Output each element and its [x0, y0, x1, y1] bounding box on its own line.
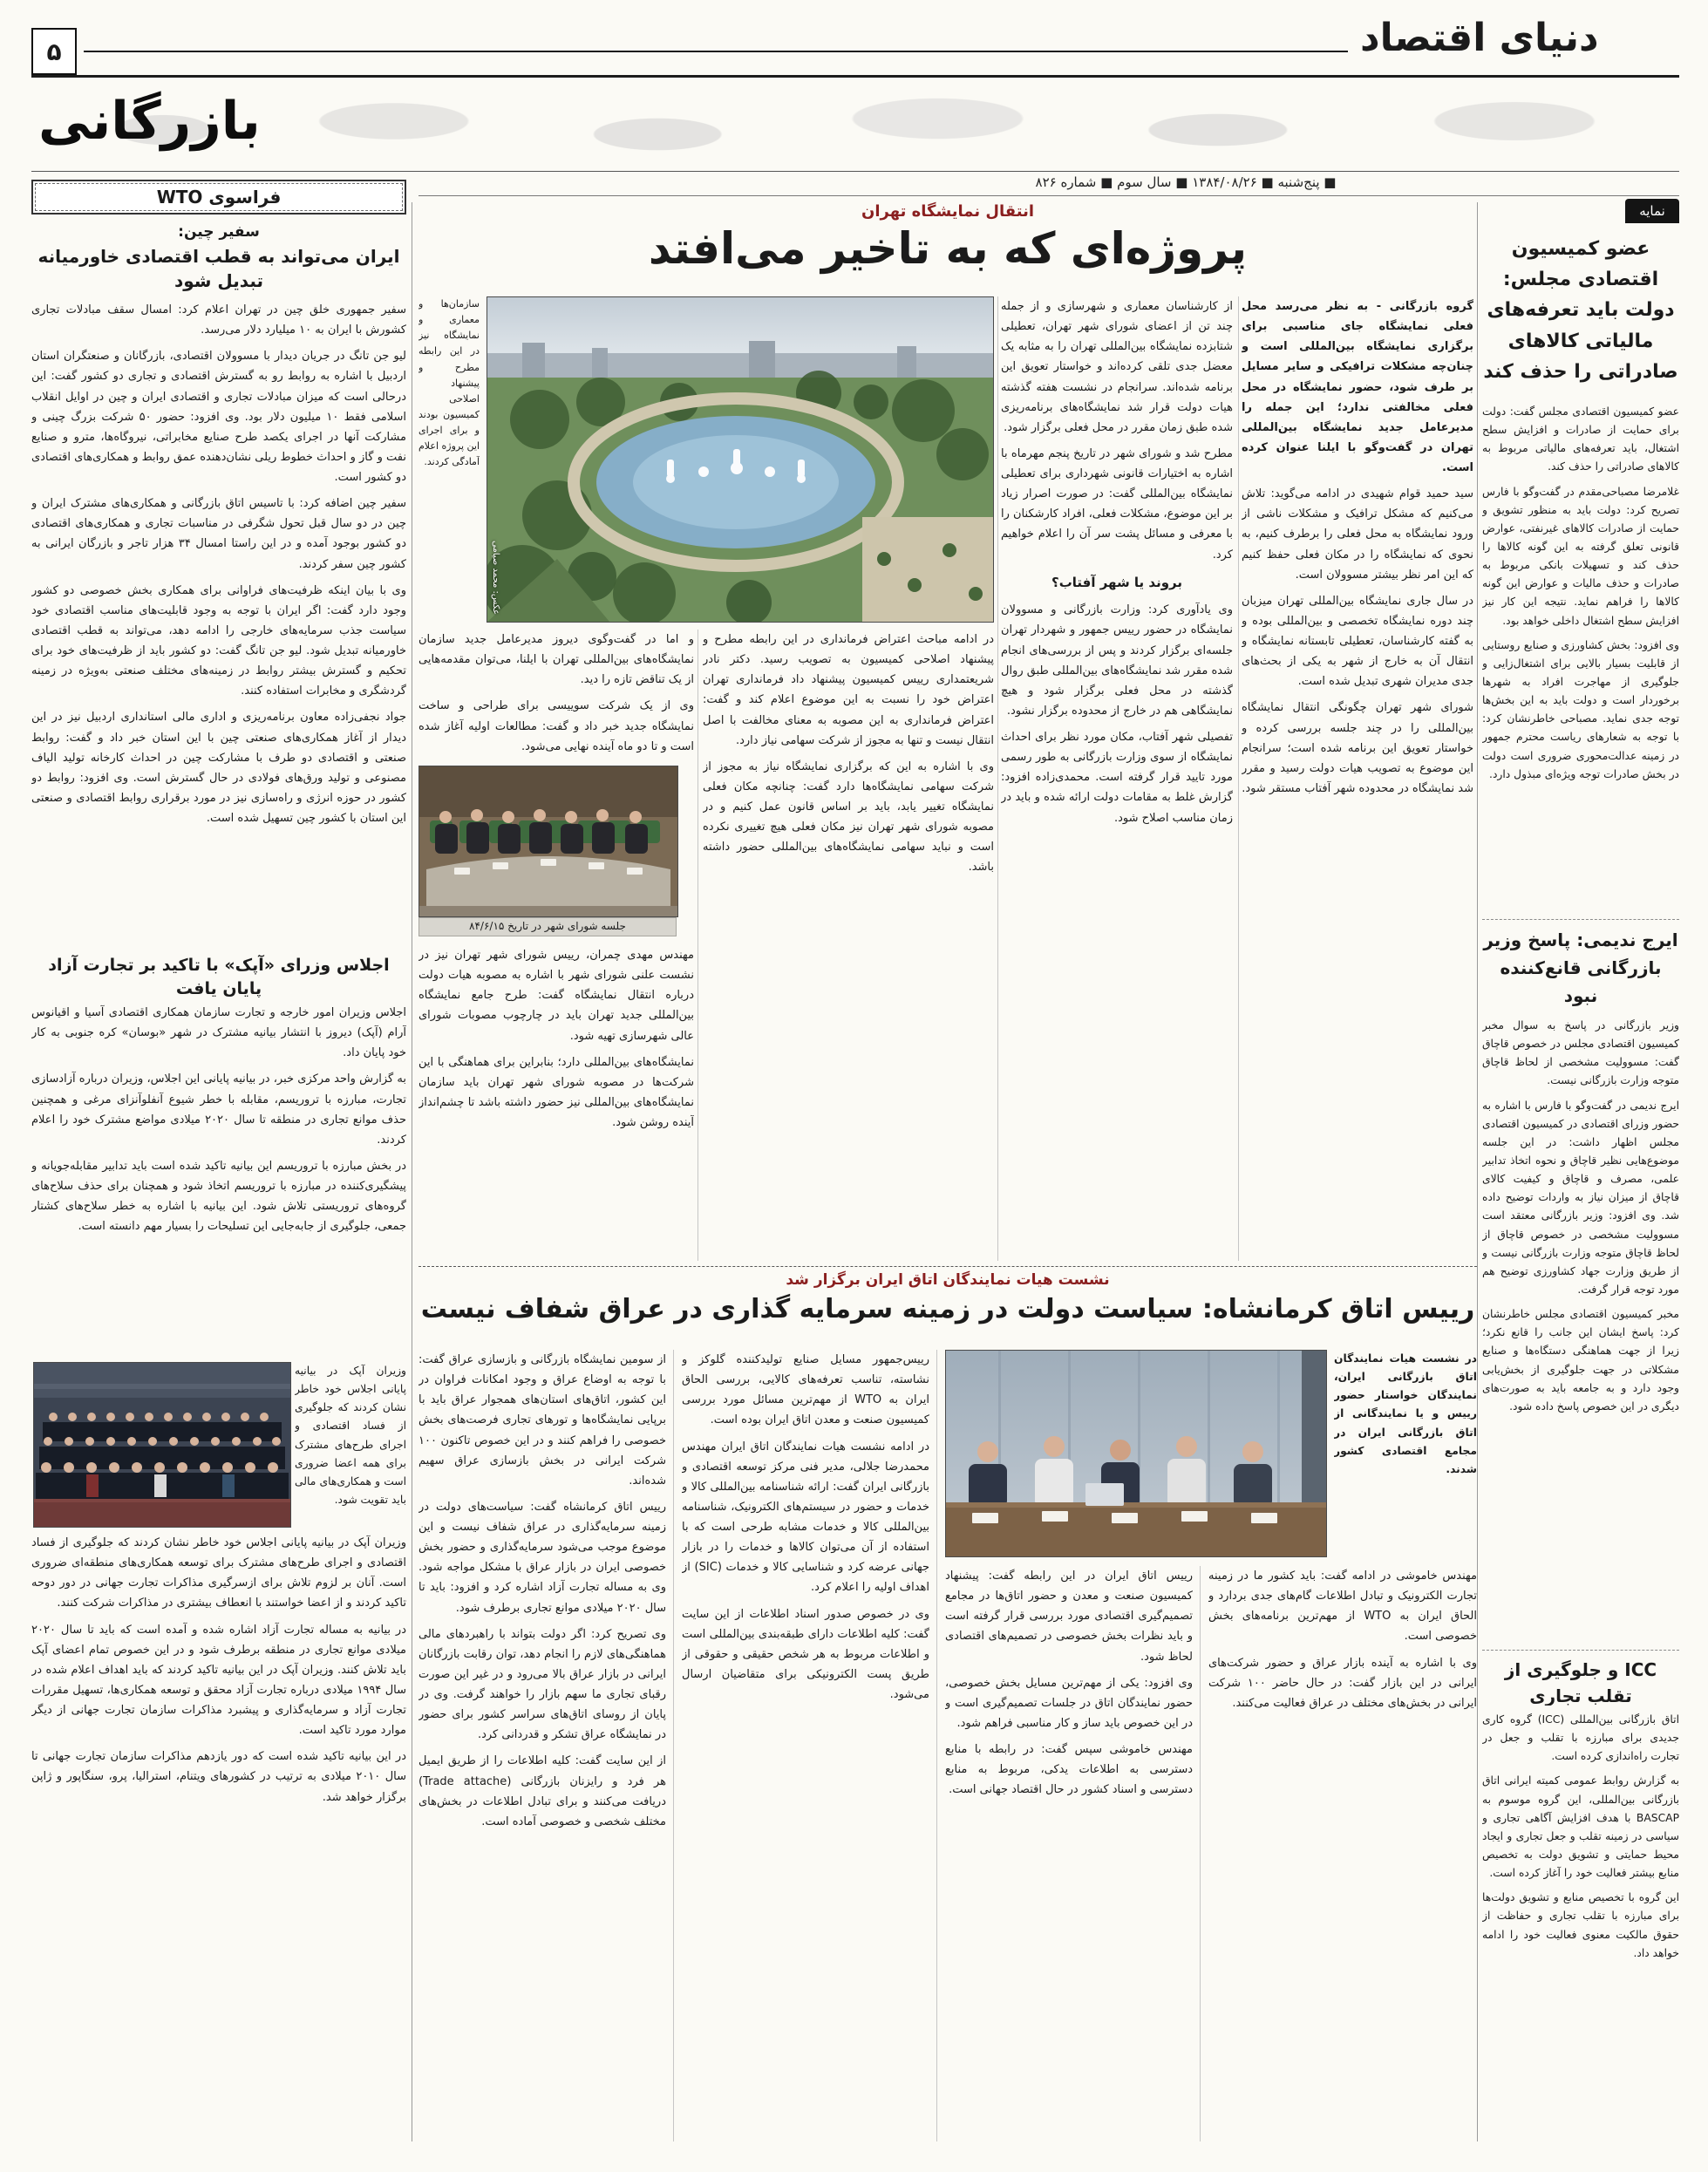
bottom-column-rule-3 [1200, 1566, 1201, 2141]
paragraph: رییس‌جمهور مسایل صنایع تولیدکننده گلوکز و نشاسته، تناسب تعرفه‌های کالایی، بررسی الحاق ایران به WTO از مهم‌ترین مسائل مورد بررسی کمیسیون صنعت و معدن اتاق ایران بوده است. [682, 1353, 929, 1427]
city-council-meeting-photo [418, 766, 678, 917]
paragraph: و اما در گفت‌وگوی دیروز مدیرعامل جدید سازمان نمایشگاه‌های بین‌المللی تهران با ایلنا، می‌توان مقدمه‌هایی از یک تناقض تازه را دید. [418, 633, 694, 687]
paragraph: وزیران آپک در بیانیه پایانی اجلاس خود خاطر نشان کردند که جلوگیری از فساد اقتصادی و اجرای طرح‌های مشترک برای همه اعضا ضروری است و همکاری‌های مالی باید تقویت شود. [295, 1365, 406, 1506]
apec-ministers-group-photo [33, 1362, 291, 1528]
china-article-body [31, 300, 406, 949]
paragraph: وی در خصوص صدور اسناد اطلاعات از این سایت گفت: کلیه اطلاعات دارای طبقه‌بندی بین‌المللی است و اطلاعات مربوط به هر شخص حقیقی و حقوقی از طریق پست الکترونیکی برای متقاضیان ارسال می‌شود. [682, 1607, 929, 1701]
main-kicker: انتقال نمایشگاه تهران [861, 202, 1035, 221]
paragraph: در ادامه مباحث اعتراض فرمانداری در این رابطه مطرح و پیشنهاد اصلاحی کمیسیون به تصویب رسید. دکتر نادر شریعتمداری رییس کمیسیون پیشنهاد داد فرمانداری تهران اعتراض خود را نسبت به این موضوع اعلام کند و گفت: اعتراض فرمانداری به این مصوبه به معنای مخالفت با اصل انتقال نیست و تنها به مجوز از شرکت سهامی نیاز دارد. [703, 633, 994, 747]
paragraph: وی یادآوری کرد: وزارت بازرگانی و مسوولان نمایشگاه در حضور رییس جمهور و شهردار تهران جلسه‌ای برگزار کردند و پس از بررسی‌های انجام شده مقرر شد نمایشگاه‌های بین‌المللی طبق روال گذشته در محل فعلی برگزار شود و هیچ نمایشگاهی هم در خارج از محدوده برگزار نشود. [1001, 603, 1233, 718]
paragraph: به گزارش واحد مرکزی خبر، در بیانیه پایانی این اجلاس، وزیران درباره آزادسازی تجارت، مبارزه با تروریسم، مقابله با خطر شیوع آنفلوآنزای مرغی و همچنین حذف موانع تجاری در منطقه تا سال ۲۰۲۰ میلادی مواضع مشترک خود را اعلام کردند. [31, 1072, 406, 1147]
chamber-meeting-photo [945, 1350, 1327, 1557]
main-column-e-top [418, 630, 694, 762]
photo-credit: عکس: محمد صیامی [491, 540, 500, 615]
paragraph: لیو جن تانگ در جریان دیدار با مسوولان اقتصادی، بازرگانان و صنعتگران استان اردبیل با اشاره به روابط رو به گسترش اقتصادی و تجاری دو کشور گفت: این درحالی است که میزان مبادلات تجاری و اقتصادی ایران و چین در اوایل انقلاب اسلامی فقط ۱۰ میلیون دلار بود. وی افزود: حضور ۵۰ شرکت بزرگ چینی و مشارکت آنها در اجرای یکصد طرح صنایع مخابراتی، نیروگاه‌ها، مترو و صنایع نفت و گاز و احداث خطوط ریلی نشان‌دهنده عمق روابط و همکاری‌های اقتصادی دو کشور است. [31, 350, 406, 484]
paragraph: اجلاس وزیران امور خارجه و تجارت سازمان همکاری اقتصادی آسیا و اقیانوس آرام (آپک) دیروز با انتشار بیانیه مشترک در شهر «بوسان» کره جنوبی به کار خود پایان داد. [31, 1006, 406, 1060]
paragraph: در نشست هیات نمایندگان اتاق بازرگانی ایران، نمایندگان خواستار حضور رییس و یا نمایندگانی از اتاق بازرگانی ایران در مجامع اقتصادی کشور شدند. [1334, 1352, 1477, 1475]
bottom-lede [1334, 1350, 1477, 1556]
apec-article-title: اجلاس وزرای «آپک» با تاکید بر تجارت آزاد پایان یافت [48, 956, 390, 997]
paragraph: سفیر جمهوری خلق چین در تهران اعلام کرد: امسال سقف مبادلات تجاری کشورش با ایران به ۱۰ میلیارد دلار می‌رسد. [31, 303, 406, 337]
masthead-logo: دنیای اقتصاد [1360, 16, 1599, 60]
sidebar-divider-2 [1482, 1650, 1679, 1651]
sidebar-article-2-body [1482, 1017, 1679, 1646]
paragraph: در این بیانیه تاکید شده است که دور یازدهم مذاکرات سازمان تجارت جهانی تا سال ۲۰۱۰ میلادی به ترتیب در کشورهای ویتنام، استرالیا، پرو، سنگاپور و ژاپن برگزار خواهد شد. [31, 1750, 406, 1804]
bottom-kicker: نشست هیات نمایندگان اتاق ایران برگزار شد [786, 1271, 1110, 1289]
paragraph: رییس اتاق ایران در این رابطه گفت: پیشنهاد کمیسیون صنعت و معدن و حضور اتاق‌ها در مجامع تصمیم‌گیری اقتصادی مورد بررسی قرار گرفته است و باید نظرات بخش خصوصی در تصمیم‌های اقتصادی لحاظ شود. [945, 1569, 1193, 1664]
bottom-column-2 [682, 1350, 929, 2141]
paragraph: مهندس خاموشی سپس گفت: در رابطه با منابع دسترسی به اطلاعات یدکی، مربوط به منابع دسترسی و اسناد کشور در حال اقتصاد جهانی است. [945, 1743, 1193, 1797]
paragraph: از کارشناسان معماری و شهرسازی و از جمله چند تن از اعضای شورای شهر تهران، تعطیلی شتابزده نمایشگاه بین‌المللی تهران را به مثابه یک معضل جدی تلقی کرده‌اند و خواستار تعویق این برنامه شده‌اند. سرانجام در نشست هفته گذشته هیات دولت قرار شد نمایشگاه‌های برنامه‌ریزی شده طبق زمان مقرر در محل فعلی برگزار شود. [1001, 300, 1233, 434]
wto-section-title: فراسوی WTO [156, 187, 282, 208]
paragraph: این گروه با تخصیص منابع و تشویق دولت‌ها برای مبارزه با تقلب تجاری و حفاظت از حقوق مالکیت معنوی فعالیت خود را ادامه خواهد داد. [1482, 1891, 1679, 1959]
dateline: ■ پنج‌شنبه ■ ۱۳۸۴/۰۸/۲۶ ■ سال سوم ■ شماره ۸۲۶ [1035, 174, 1337, 190]
paragraph: به گزارش روابط عمومی کمیته ایرانی اتاق بازرگانی بین‌المللی، این گروه موسوم به BASCAP با هدف افزایش آگاهی تجاری و سیاسی در زمینه تقلب و جعل تجاری و ایجاد محیط حمایتی و تشویق دولت به تخصیص منابع بیشتر فعالیت خود را آغاز کرده است. [1482, 1774, 1679, 1880]
paragraph: وی افزود: بخش کشاورزی و صنایع روستایی از قابلیت بسیار بالایی برای اشتغال‌زایی و جلوگیری از مهاجرت افراد به شهرها برخوردار است و دولت باید به این بخش‌ها توجه جدی نماید. مصباحی خاطرنشان کرد: با توجه به شعارهای ریاست محترم جمهور در زمینه عدالت‌محوری ضروری است دولت در بخش صادرات توجه ویژه‌ای مبذول دارد. [1482, 638, 1679, 780]
apec-side-text [295, 1362, 406, 1526]
sidebar-article-1-body [1482, 403, 1679, 916]
china-article-kicker: سفیر چین: [178, 223, 260, 241]
paragraph: سفیر چین اضافه کرد: با تاسیس اتاق بازرگانی و همکاری‌های مشترک ایران و چین در دو سال قبل تحول شگرفی در مناسبات تجاری و همکاری‌های اقتصادی دو کشور بوجود آمده و در این راستا امسال ۳۴ هزار تاجر و بازرگان ایرانی به کشور چین سفر کردند. [31, 497, 406, 571]
paragraph: ایرج ندیمی در گفت‌وگو با فارس با اشاره به حضور وزرای اقتصادی در کمیسیون اقتصادی مجلس اظهار داشت: در این جلسه موضوع‌هایی نظیر قاچاق و نحوه اتخاذ تدابیر علمی، مصرف و قاچاق و کیفیت کالای قاچاق از میزان نیاز به واردات توضیح داده شد. وی افزود: وزیر بازرگانی معتقد است مسوولیت مشخصی در خصوص قاچاق از لحاظ قاچاق متوجه وزارت بازرگانی نیست و از طریق وزارت جهاد کشاورزی توضیح هم مورد توجه قرار گرفت. [1482, 1099, 1679, 1296]
paragraph: سازمان‌ها و معماری و نمایشگاه نیز در این رابطه مطرح و پیشنهاد اصلاحی کمیسیون بودند و برای اجرای این پروژه اعلام آمادگی کردند. [418, 298, 480, 468]
main-column-d [703, 630, 994, 1261]
paragraph: وزیران آپک در بیانیه پایانی اجلاس خود خاطر نشان کردند که جلوگیری از فساد اقتصادی و اجرای طرح‌های مشترک برای توسعه همکاری‌های منطقه‌ای ضروری است. آنان بر لزوم تلاش برای ازسرگیری مذاکرات تجارت جهانی در دور دوحه تاکید کردند و از اعضا خواستند با انعطاف بیشتری در مذاکرات شرکت کنند. [31, 1536, 406, 1610]
page-number-box [31, 28, 77, 75]
main-column-narrow [418, 296, 480, 617]
sidebar-divider-1 [1482, 919, 1679, 920]
bottom-headline: رییس اتاق کرمانشاه: سیاست دولت در زمینه سرمایه گذاری در عراق شفاف نیست [420, 1294, 1475, 1324]
paragraph: رییس اتاق کرمانشاه گفت: سیاست‌های دولت در زمینه سرمایه‌گذاری در عراق شفاف نیست و این موضوع موجب می‌شود سرمایه‌گذاری و حضور بخش خصوصی ایران در بازار عراق با مشکل مواجه شود. وی به مساله تجارت آزاد اشاره کرد و افزود: باید تا سال ۲۰۲۰ میلادی موانع تجاری برطرف شود. [418, 1500, 666, 1615]
paragraph: در بیانیه به مساله تجارت آزاد اشاره شده و آمده است که باید تا سال ۲۰۲۰ میلادی موانع تجاری در منطقه برطرف شود و در این خصوص تمام اعضای آپک باید تلاش کنند. وزیران آپک در این بیانیه تاکید کردند که باید اهداف اعلام شده در سال ۱۹۹۴ میلادی درباره تجارت آزاد محقق و توسعه همکاری‌ها، تسهیل مقررات تجارت آزاد و سرمایه‌گذاری و پیشبرد مذاکرات سازمان تجارت جهانی از دیگر موارد مورد تاکید است. [31, 1623, 406, 1738]
paragraph: عضو کمیسیون اقتصادی مجلس گفت: دولت برای حمایت از صادرات و افزایش سطح اشتغال، باید تعرفه‌های مالیاتی مربوط به کالاهای صادراتی را حذف کند. [1482, 405, 1679, 473]
section-title: بازرگانی [38, 91, 261, 152]
paragraph: در ادامه نشست هیات نمایندگان اتاق ایران مهندس محمدرضا جلالی، مدیر فنی مرکز توسعه اقتصادی و بازرگانی ایران گفت: ارائه شناسنامه بین‌المللی کالا و خدمات و حضور در سیستم‌های الکترونیک، شناسنامه بین‌المللی کالا و خدمات مشابه طرحی است که با استفاده از آن می‌توان کالاها و خدمات را در بازار جهانی عرضه کرد و شناسایی کالا و خدمات (SIC) از اهداف اولیه را اعلام کرد. [682, 1440, 929, 1595]
paragraph: مهندس مهدی چمران، رییس شورای شهر تهران نیز در نشست علنی شورای شهر با اشاره به مصوبه هیات دولت درباره انتقال نمایشگاه گفت: طرح جامع نمایشگاه بین‌المللی جدید تهران باید در چارچوب مصوبات شورای عالی شهرسازی تهیه شود. [418, 949, 694, 1043]
main-subhead: بروند یا شهر آفتاب؟ [1051, 574, 1182, 590]
dateline-rule [418, 195, 1679, 196]
paragraph: اتاق بازرگانی بین‌المللی (ICC) گروه کاری جدیدی برای مبارزه با تقلب و جعل در تجارت راه‌اندازی کرده است. [1482, 1713, 1679, 1763]
paragraph: شورای شهر تهران چگونگی انتقال نمایشگاه بین‌المللی را در چند جلسه بررسی کرده و خواستار تعویق این برنامه شده است؛ سرانجام این موضوع به تصویب هیات دولت رسید و مقرر شد نمایشگاه در محدوده شهر آفتاب مستقر شود. [1242, 701, 1473, 795]
paragraph: مطرح شد و شورای شهر در تاریخ پنجم مهرماه با اشاره به اختیارات قانونی شهرداری برای تعطیلی نمایشگاه بین‌المللی گفت: در صورت اصرار زیاد بر این موضوع، مشکلات فعلی، افراد کارشکنان را با معرفی و مسائل پشت سر آن را اعلام خواهیم کرد. [1001, 446, 1233, 562]
paragraph: تفصیلی شهر آفتاب، مکان مورد نظر برای احداث نمایشگاه از سوی وزارت بازرگانی به طور رسمی مورد تایید قرار گرفته است. محمدی‌زاده افزود: گزارش غلط به مقامات دولت ارائه شده و باید در زمان مناسب اصلاح شود. [1001, 731, 1233, 825]
paragraph: از این سایت گفت: کلیه اطلاعات را از طریق ایمیل هر فرد و رایزنان بازرگانی (Trade attache) دریافت می‌کنند و برای تبادل اطلاعات در بخش‌های مختلف شخصی و خصوصی آماده است. [418, 1754, 666, 1828]
paragraph: جواد نجفی‌زاده معاون برنامه‌ریزی و اداری مالی استانداری اردبیل نیز در این دیدار از آغاز همکاری‌های صنعتی چین با این استان خبر داد و گفت: روابط صنعتی و اقتصادی دو طرف با مشارکت چین در احداث کارخانه تولید الیاف مصنوعی و تولید ورق‌های فولادی در حال گسترش است. وی افزود: روابط دو کشور در حوزه انرژی و راه‌سازی نیز در مورد برقراری روابط اقتصادی و صنعتی این استان با کشور چین تسهیل شده است. [31, 711, 406, 825]
main-headline: پروژه‌ای که به تاخیر می‌افتد [648, 223, 1248, 274]
sidebar-article-1-title: عضو کمیسیون اقتصادی مجلس: دولت باید تعرفه‌های مالیاتی کالاهای صادراتی را حذف کند [1483, 238, 1678, 383]
main-column-e-bottom [418, 945, 694, 1259]
header-thick-rule [31, 75, 1679, 78]
exhibition-aerial-photo [487, 296, 994, 623]
paragraph: وی افزود: یکی از مهم‌ترین مسایل بخش خصوصی، حضور نمایندگان اتاق در جلسات تصمیم‌گیری است و در این خصوص باید ساز و کار مناسبی فراهم شود. [945, 1676, 1193, 1730]
bottom-column-4 [1208, 1566, 1477, 2141]
sidebar-tab-label: نمایه [1639, 203, 1665, 219]
sidebar-tab-nemaye [1625, 199, 1679, 223]
paragraph: وزیر بازرگانی در پاسخ به سوال مخبر کمیسیون اقتصادی مجلس در خصوص قاچاق گفت: مسوولیت مشخصی از لحاظ قاچاق متوجه وزارت بازرگانی نیست. [1482, 1019, 1679, 1087]
paragraph: در سال جاری نمایشگاه بین‌المللی تهران میزبان چند دوره نمایشگاه تخصصی و بین‌المللی بوده و به گفته کارشناسان، تعطیلی تابستانه نمایشگاه و انتقال آن به خارج از شهر به یکی از بحث‌های جدی مدیران شهری تبدیل شده است. [1242, 594, 1473, 689]
wto-section-box [31, 180, 406, 214]
paragraph: وی تصریح کرد: اگر دولت بتواند با راهبردهای مالی هماهنگی‌های لازم را انجام دهد، توان رقابت بازرگانان ایرانی در بازار عراق بالا می‌رود و در غیر این صورت رقبای تجاری ما سهم بازار را خواهند گرفت. وی در پایان از روسای اتاق‌های سراسر کشور برای حضور در نمایشگاه عراق تشکر و قدردانی کرد. [418, 1627, 666, 1742]
paragraph: در بخش مبارزه با تروریسم این بیانیه تاکید شده است باید تدابیر مقابله‌جویانه و پیشگیری‌کننده در مبارزه با تروریسم اتخاذ شود و همچنان برای حذف سلاح‌های گروه‌های تروریستی تلاش شود. این بیانیه با اشاره به خطر سلاح‌های کشتار جمعی، جلوگیری از جابه‌جایی این تسلیحات را بسیار مهم دانسته است. [31, 1159, 406, 1234]
sidebar-article-3-title: ICC و جلوگیری از تقلب تجاری [1504, 1659, 1657, 1706]
bottom-column-rule-2 [936, 1350, 937, 2141]
paragraph: مخبر کمیسیون اقتصادی مجلس خاطرنشان کرد: پاسخ ایشان این جانب را قانع نکرد؛ زیرا از جهت هماهنگی دستگاه‌ها و صنایع مشکلاتی در جهت جلوگیری از بخش‌یابی وجود دارد و به جامعه باید به صورت‌های دیگری در این خصوص پاسخ داده شود. [1482, 1308, 1679, 1413]
sidebar-article-3-body [1482, 1711, 1679, 2141]
world-map-watermark [31, 82, 1679, 169]
main-column-rule-2 [997, 296, 998, 1261]
column-rule-right [1477, 202, 1478, 2141]
main-column-b [1001, 296, 1233, 1261]
bottom-column-rule-1 [673, 1350, 674, 2141]
main-column-rule-1 [1238, 296, 1239, 1261]
paragraph: گروه بازرگانی - به نظر می‌رسد محل فعلی نمایشگاه جای مناسبی برای برگزاری نمایشگاه بین‌المللی است و چنان‌چه مشکلات ترافیکی و سایر مسایل بر طرف شود، حضور نمایشگاه در محل فعلی مخالفتی ندارد؛ این جمله را مدیرعامل جدید نمایشگاه بین‌المللی تهران در گفت‌وگو با ایلنا عنوان کرده است. [1242, 300, 1473, 474]
sidebar-article-2-title: ایرج ندیمی: پاسخ وزیر بازرگانی قانع‌کننده نبود [1483, 929, 1678, 1006]
apec-article-body [31, 1003, 406, 1357]
page-number: ۵ [46, 37, 62, 66]
paragraph: وی با اشاره به آینده بازار عراق و حضور شرکت‌های ایرانی در این بازار گفت: در حال حاضر ۱۰۰ شرکت ایرانی در بخش‌های مختلف در عراق فعالیت می‌کنند. [1208, 1656, 1477, 1710]
paragraph: وی از یک شرکت سوییسی برای طراحی و ساخت نمایشگاه جدید خبر داد و گفت: مطالعات اولیه آغاز شده است و تا دو ماه آینده نهایی می‌شود. [418, 699, 694, 753]
paragraph: غلامرضا مصباحی‌مقدم در گفت‌وگو با فارس تصریح کرد: دولت باید به منظور تشویق و حمایت از صادرات کالاهای غیرنفتی، عوارض قانونی تعلق گرفته به این گونه کالاها را حذف کند و تسهیلات بانکی مربوط به صادرات و حذف مالیات و عوارض این گونه کالاها را فراهم نماید. نتیجه این کار نیز افزایش سطح اشتغال داخلی خواهد بود. [1482, 485, 1679, 627]
paragraph: نمایشگاه‌های بین‌المللی دارد؛ بنابراین برای هماهنگی با این شرکت‌ها در مصوبه شورای شهر تهران باید سازمان نمایشگاه‌های بین‌المللی نیز حضور داشته باشد تا چشم‌انداز آینده روشن شود. [418, 1055, 694, 1129]
section-rule [31, 171, 1679, 172]
header-rule [84, 51, 1348, 52]
main-column-a [1242, 296, 1473, 1261]
main-column-rule-3 [697, 630, 698, 1261]
bottom-column-3 [945, 1566, 1193, 2141]
paragraph: از سومین نمایشگاه بازرگانی و بازسازی عراق گفت: با توجه به اوضاع عراق و وجود امکانات فراوان در این کشور، اتاق‌های استان‌های همجوار عراق باید با برپایی نمایشگاه‌ها و تورهای تجاری فرصت‌های بخش خصوصی را فراهم کنند و در این خصوص تاکنون ۱۰۰ شرکت ایرانی در بخش بازسازی عراق سهیم شده‌اند. [418, 1353, 666, 1488]
paragraph: سید حمید قوام شهیدی در ادامه می‌گوید: تلاش می‌کنیم که مشکل ترافیک و مشکلات ناشی از ورود نمایشگاه به محل فعلی را برطرف کنیم، به نحوی که نمایشگاه را در مکان فعلی حفظ کنیم که این امر نظر بیشتر مسوولان است. [1242, 487, 1473, 582]
paragraph: مهندس خاموشی در ادامه گفت: باید کشور ما در زمینه تجارت الکترونیک و تبادل اطلاعات گام‌های جدی بردارد و الحاق ایران به WTO از مهم‌ترین برنامه‌های بخش خصوصی است. [1208, 1569, 1477, 1644]
bottom-story-divider [418, 1266, 1477, 1267]
apec-article-continuation [31, 1533, 406, 2141]
council-photo-caption: جلسه شورای شهر در تاریخ ۸۴/۶/۱۵ [418, 917, 677, 936]
bottom-column-1 [418, 1350, 666, 2141]
paragraph: وی با اشاره به این که برگزاری نمایشگاه نیاز به مجوز از شرکت سهامی نمایشگاه‌ها دارد گفت: چنانچه مکان فعلی نمایشگاه تغییر یابد، باید بر اساس قانون عمل کنیم و در مصوبه شورای شهر تهران نیز مکان فعلی هیچ تغییری نکرده است و نباید سهامی نمایشگاه‌های بین‌المللی حضور داشته باشد. [703, 759, 994, 875]
paragraph: وی با بیان اینکه ظرفیت‌های فراوانی برای همکاری بخش خصوصی دو کشور وجود دارد گفت: اگر ایران با توجه به وجود قابلیت‌های مناسب اقتصادی خود سیاست جذب سرمایه‌های خارجی را ادامه دهد، می‌تواند به قطب اقتصادی خاورمیانه تبدیل شود. لیو جن تانگ گفت: دو کشور باید از ظرفیت‌های خود برای تحکیم و گسترش بیشتر روابط در زمینه‌های مختلف صنعتی به‌ویژه در زمینه گردشگری و مخابرات استفاده کنند. [31, 583, 406, 698]
china-article-title: ایران می‌تواند به قطب اقتصادی خاورمیانه تبدیل شود [37, 246, 400, 291]
